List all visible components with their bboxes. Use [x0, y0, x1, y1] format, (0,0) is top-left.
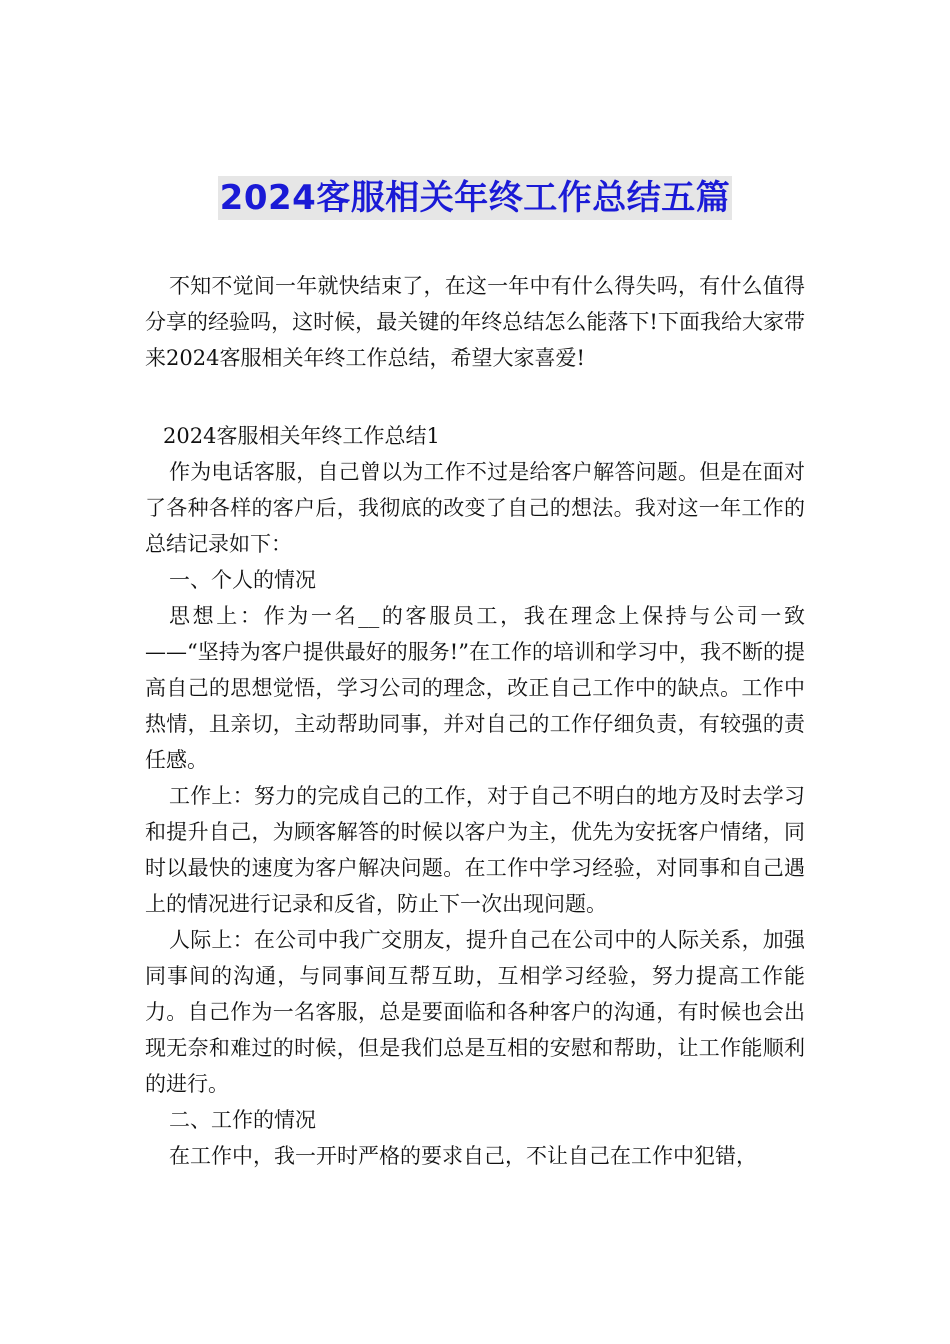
body-paragraph: 在工作中，我一开时严格的要求自己，不让自己在工作中犯错，: [169, 1144, 757, 1168]
document-content: [145, 418, 805, 1174]
document-title-text: 2024客服相关年终工作总结五篇: [219, 178, 731, 218]
intro-paragraph: 不知不觉间一年就快结束了，在这一年中有什么得失吗，有什么值得分享的经验吗，这时候，最关键的年终总结怎么能落下!下面我给大家带来2024客服相关年终工作总结，希望大家喜爱!: [145, 274, 805, 370]
document-title: [0, 176, 950, 220]
section-heading: 二、工作的情况: [169, 1108, 316, 1132]
body-paragraph: 人际上：在公司中我广交朋友，提升自己在公司中的人际关系，加强同事间的沟通，与同事间互帮互助，互相学习经验，努力提高工作能力。自己作为一名客服，总是要面临和各种客户的沟通，有时候也会出现无奈和难过的时候，但是我们总是互相的安慰和帮助，让工作能顺利的进行。: [145, 928, 805, 1096]
body-paragraph: 作为电话客服，自己曾以为工作不过是给客户解答问题。但是在面对了各种各样的客户后，我彻底的改变了自己的想法。我对这一年工作的总结记录如下：: [145, 460, 805, 556]
body-paragraph: 工作上：努力的完成自己的工作，对于自己不明白的地方及时去学习和提升自己，为顾客解答的时候以客户为主，优先为安抚客户情绪，同时以最快的速度为客户解决问题。在工作中学习经验，对同事和自己遇上的情况进行记录和反省，防止下一次出现问题。: [145, 784, 805, 916]
body-paragraph: 思想上：作为一名__的客服员工，我在理念上保持与公司一致——“坚持为客户提供最好的服务!”在工作的培训和学习中，我不断的提高自己的思想觉悟，学习公司的理念，改正自己工作中的缺点。工作中热情，且亲切，主动帮助同事，并对自己的工作仔细负责，有较强的责任感。: [145, 604, 805, 772]
section-heading: 一、个人的情况: [169, 568, 316, 592]
section-title: 2024客服相关年终工作总结1: [163, 424, 440, 448]
